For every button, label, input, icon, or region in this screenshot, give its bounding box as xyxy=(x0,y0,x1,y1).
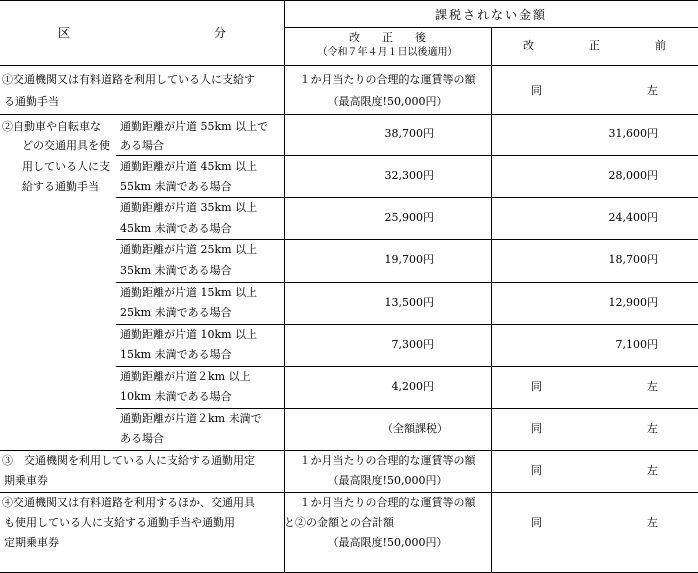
row4-before-left: 左 xyxy=(647,516,658,529)
row4-after-l2: と②の金額との合計額 xyxy=(284,516,394,529)
sub6-distance-l2: 15km 未満である場合 xyxy=(120,348,232,361)
header-revised-before: 改 正 前 xyxy=(523,39,666,52)
rule-row2-bottom xyxy=(0,450,698,451)
row1-before-same: 同 xyxy=(531,84,542,97)
sub7-before-same: 同 xyxy=(531,380,542,393)
rule-sub2 xyxy=(116,197,698,198)
row1-before-left: 左 xyxy=(647,84,658,97)
sub2-distance-l1: 通勤距離が片道 45km 以上 xyxy=(120,160,258,173)
sub5-distance-l1: 通勤距離が片道 15km 以上 xyxy=(120,286,258,299)
row1-category-l1: ①交通機関又は有料道路を利用している人に支給す xyxy=(2,73,255,86)
sub1-distance-l1: 通勤距離が片道 55km 以上で xyxy=(120,120,269,133)
sub3-after: 25,900円 xyxy=(384,211,434,224)
row1-after-l1: １か月当たりの合理的な運賃等の額 xyxy=(299,73,476,86)
rule-sub7 xyxy=(116,408,698,409)
sub6-distance-l1: 通勤距離が片道 10km 以上 xyxy=(120,328,258,341)
sub1-before: 31,600円 xyxy=(608,127,658,140)
row4-after-l3: （最高限度!50,000円） xyxy=(327,536,448,549)
sub8-distance-l2: ある場合 xyxy=(120,432,164,445)
header-revised-after: 改 正 後 xyxy=(349,31,426,44)
row3-category-l2: 期乗車券 xyxy=(4,474,48,487)
row2-category-l1: ②自動車や自転車な xyxy=(2,120,101,133)
row3-after-l1: １か月当たりの合理的な運賃等の額 xyxy=(299,454,476,467)
sub8-before-same: 同 xyxy=(531,422,542,435)
sub5-before: 12,900円 xyxy=(608,296,658,309)
sub2-after: 32,300円 xyxy=(384,169,434,182)
sub4-distance-l2: 35km 未満である場合 xyxy=(120,264,232,277)
rule-row3-bottom xyxy=(0,492,698,493)
header-nontaxable: 課税されない金額 xyxy=(434,8,547,22)
rule-sub3 xyxy=(116,239,698,240)
sub2-distance-l2: 55km 未満である場合 xyxy=(120,180,232,193)
sub4-before: 18,700円 xyxy=(608,253,658,266)
sub3-before: 24,400円 xyxy=(608,211,658,224)
rule-row1-bottom xyxy=(0,114,698,115)
row4-category-l1: ④交通機関又は有料道路を利用するほか、交通用具 xyxy=(2,496,255,509)
row2-category-l2: どの交通用具を使 xyxy=(22,139,110,152)
row4-category-l2: も使用している人に支給する通勤手当や通勤用 xyxy=(4,516,235,529)
header-category: 区 分 xyxy=(57,26,226,40)
sub8-distance-l1: 通勤距離が片道２km 未満で xyxy=(120,412,262,425)
row1-after-l2: （最高限度!50,000円） xyxy=(327,95,448,108)
sub1-distance-l2: ある場合 xyxy=(120,139,164,152)
row3-before-left: 左 xyxy=(647,464,658,477)
header-revised-after-note: （令和７年４月１日以後適用） xyxy=(317,47,458,58)
row3-after-l2: （最高限度!50,000円） xyxy=(327,474,448,487)
row4-before-same: 同 xyxy=(531,516,542,529)
row4-category-l3: 定期乗車券 xyxy=(4,536,59,549)
row1-category-l2: る通勤手当 xyxy=(4,95,59,108)
sub6-after: 7,300円 xyxy=(391,338,434,351)
row3-category-l1: ③ 交通機関を利用している人に支給する通勤用定 xyxy=(2,454,255,467)
sub5-after: 13,500円 xyxy=(384,296,434,309)
sub7-after: 4,200円 xyxy=(391,380,434,393)
rule-sub1 xyxy=(116,155,698,156)
sub4-distance-l1: 通勤距離が片道 25km 以上 xyxy=(120,243,258,256)
sub7-distance-l1: 通勤距離が片道２km 以上 xyxy=(120,370,251,383)
sub3-distance-l2: 45km 未満である場合 xyxy=(120,222,232,235)
sub7-before-left: 左 xyxy=(647,380,658,393)
sub2-before: 28,000円 xyxy=(608,169,658,182)
sub7-distance-l2: 10km 未満である場合 xyxy=(120,390,232,403)
sub5-distance-l2: 25km 未満である場合 xyxy=(120,306,232,319)
row2-category-l4: 給する通勤手当 xyxy=(22,180,99,193)
sub4-after: 19,700円 xyxy=(384,253,434,266)
sub1-after: 38,700円 xyxy=(384,127,434,140)
rule-sub4 xyxy=(116,282,698,283)
sub6-before: 7,100円 xyxy=(615,338,658,351)
row2-category-l3: 用している人に支 xyxy=(22,160,110,173)
rule-top xyxy=(0,0,698,1)
row3-before-same: 同 xyxy=(531,464,542,477)
row4-after-l1: １か月当たりの合理的な運賃等の額 xyxy=(299,496,476,509)
sub8-before-left: 左 xyxy=(647,422,658,435)
sub8-after: （全額課税） xyxy=(382,422,448,435)
sub3-distance-l1: 通勤距離が片道 35km 以上 xyxy=(120,201,258,214)
rule-header-bottom xyxy=(0,65,698,66)
rule-sub5 xyxy=(116,324,698,325)
rule-sub6 xyxy=(116,366,698,367)
